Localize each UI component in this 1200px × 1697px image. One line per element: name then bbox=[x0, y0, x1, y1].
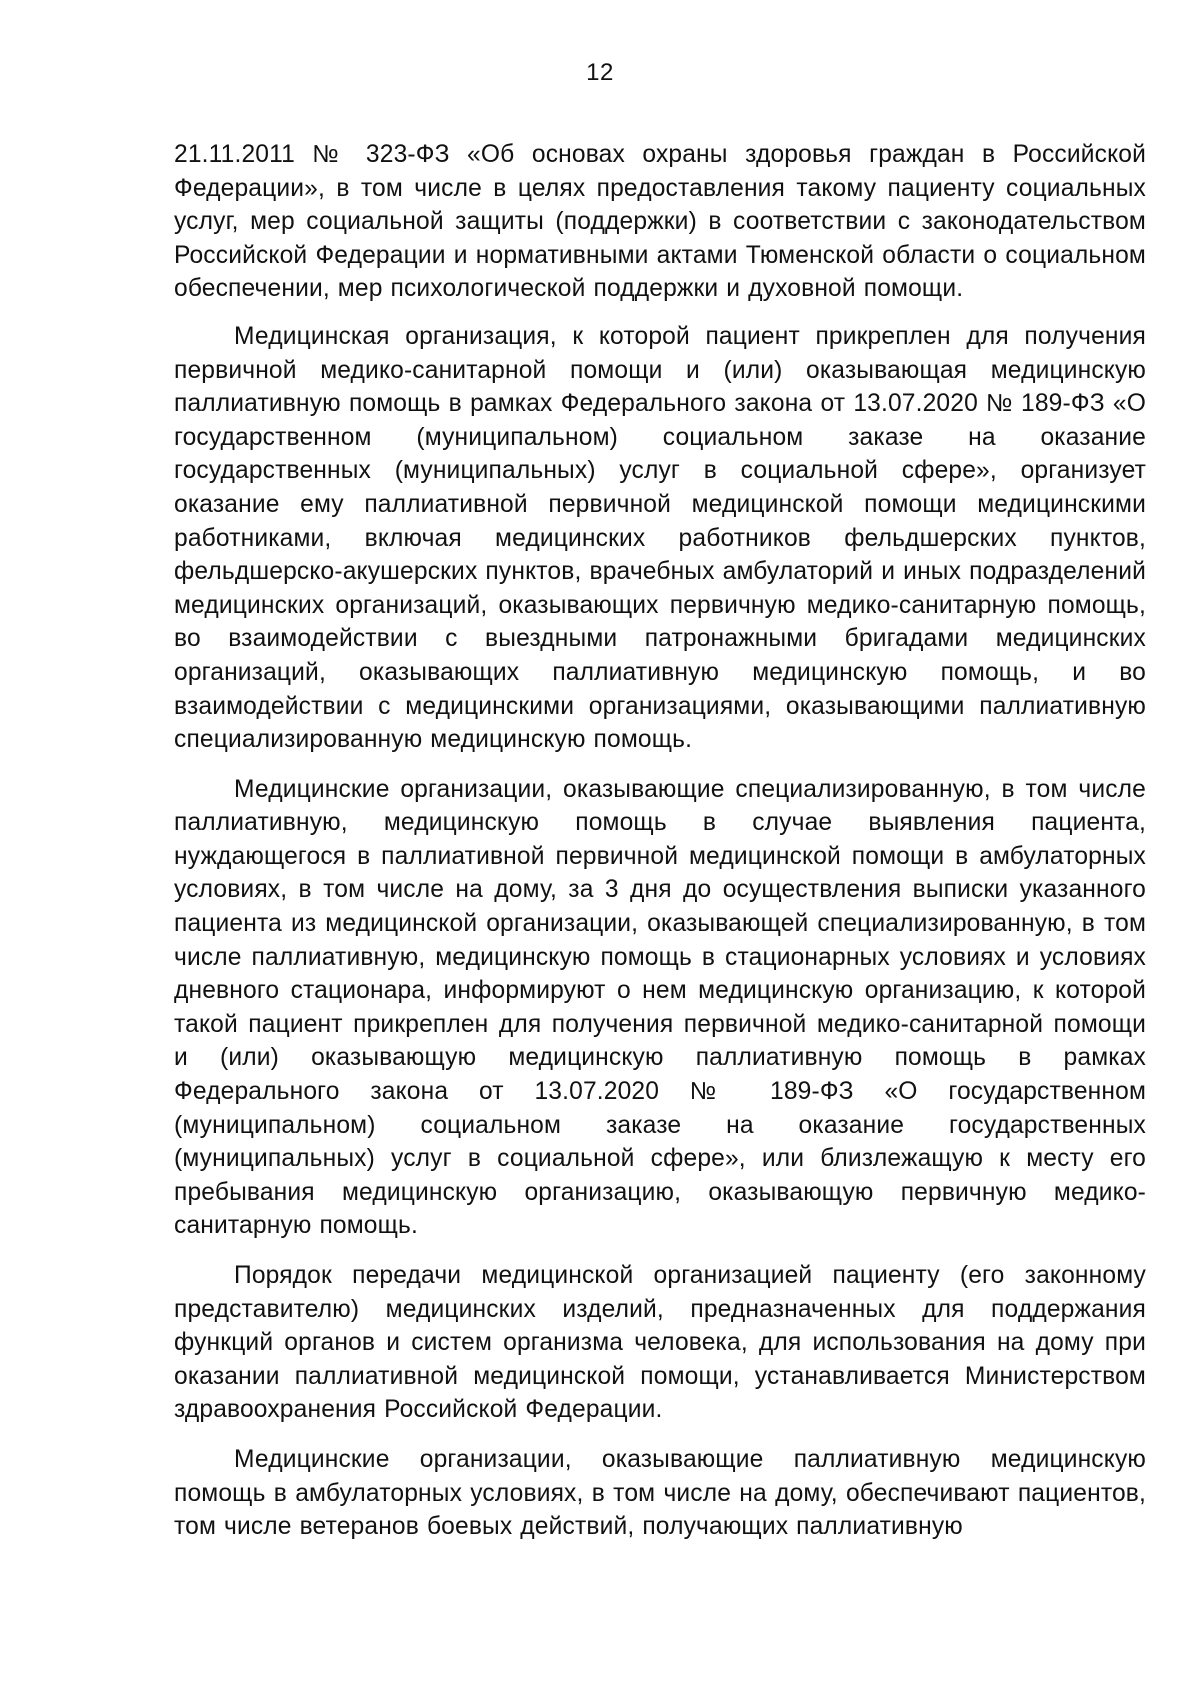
paragraph-1: 21.11.2011 № 323-ФЗ «Об основах охраны здоровья граждан в Российской Федерации», в том числе в целях предоставления такому пациенту социальных услуг, мер социальной защиты (поддержки) в соответствии с законодательством Российской Федерации и нормативными актами Тюменской области о социальном обеспечении, мер психологической поддержки и духовной помощи. bbox=[174, 141, 1146, 303]
document-body bbox=[174, 138, 1146, 1560]
paragraph-4: Порядок передачи медицинской организацией пациенту (его законному представителю) медицинских изделий, предназначенных для поддержания функций органов и систем организма человека, для использования на дому при оказании паллиативной медицинской помощи, устанавливается Министерством здравоохранения Российской Федерации. bbox=[174, 1262, 1146, 1424]
paragraph-3: Медицинские организации, оказывающие специализированную, в том числе паллиативную, медицинскую помощь в случае выявления пациента, нуждающегося в паллиативной первичной медицинской помощи в амбулаторных условиях, в том числе на дому, за 3 дня до осуществления выписки указанного пациента из медицинской организации, оказывающей специализированную, в том числе паллиативную, медицинскую помощь в стационарных условиях и условиях дневного стационара, информируют о нем медицинскую организацию, к которой такой пациент прикреплен для получения первичной медико-санитарной помощи и (или) оказывающую медицинскую паллиативную помощь в рамках Федерального закона от 13.07.2020 № 189-ФЗ «О государственном (муниципальном) социальном заказе на оказание государственных (муниципальных) услуг в социальной сфере», или близлежащую к месту его пребывания медицинскую организацию, оказывающую первичную медико-санитарную помощь. bbox=[174, 775, 1146, 1240]
paragraph-5: Медицинские организации, оказывающие паллиативную медицинскую помощь в амбулаторных условиях, в том числе на дому, обеспечивают пациентов, том числе ветеранов боевых действий, получающих паллиативную bbox=[174, 1445, 1146, 1541]
page-number: 12 bbox=[586, 59, 614, 86]
paragraph-2: Медицинская организация, к которой пациент прикреплен для получения первичной медико-санитарной помощи и (или) оказывающая медицинскую паллиативную помощь в рамках Федерального закона от 13.07.2020 № 189-ФЗ «О государственном (муниципальном) социальном заказе на оказание государственных (муниципальных) услуг в социальной сфере», организует оказание ему паллиативной первичной медицинской помощи медицинскими работниками, включая медицинских работников фельдшерских пунктов, фельдшерско-акушерских пунктов, врачебных амбулаторий и иных подразделений медицинских организаций, оказывающих первичную медико-санитарную помощь, во взаимодействии с выездными патронажными бригадами медицинских организаций, оказывающих паллиативную медицинскую помощь, и во взаимодействии с медицинскими организациями, оказывающими паллиативную специализированную медицинскую помощь. bbox=[174, 322, 1146, 754]
